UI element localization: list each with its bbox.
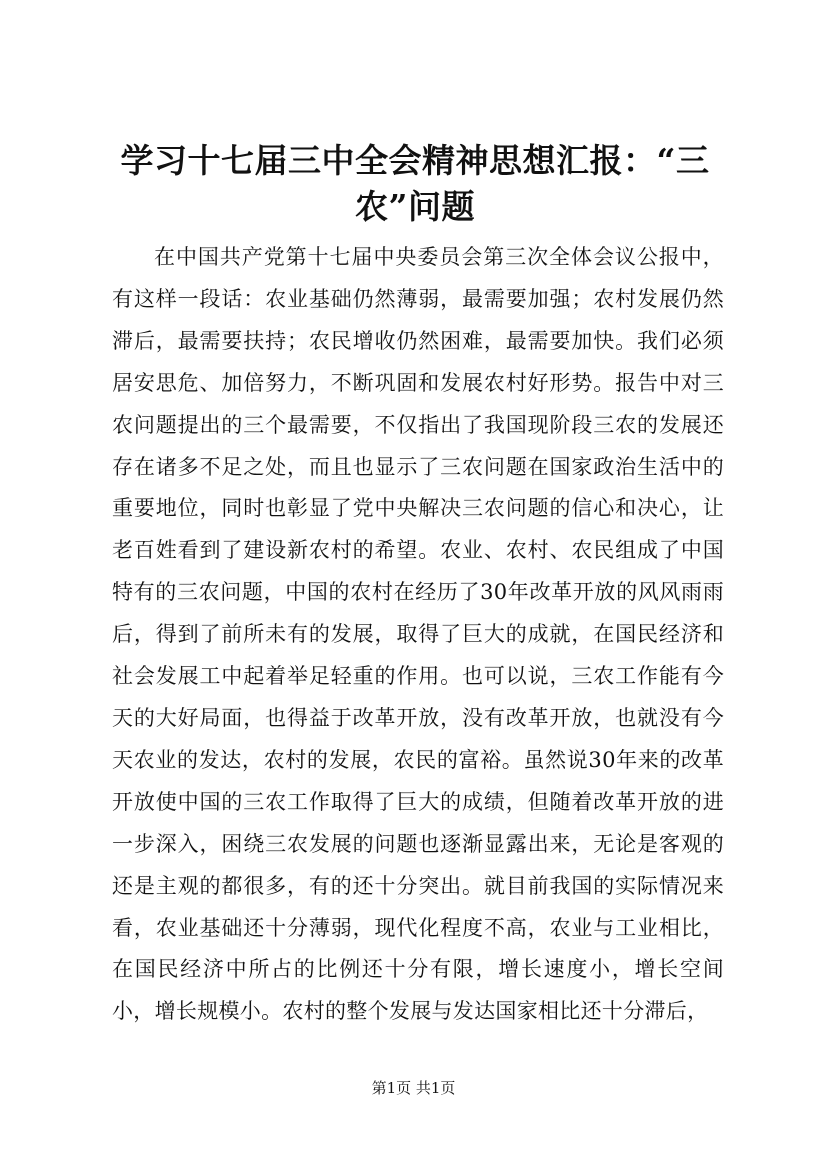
body-paragraph: 在中国共产党第十七届中央委员会第三次全体会议公报中，有这样一段话：农业基础仍然薄弱，最需要加强；农村发展仍然滞后，最需要扶持；农民增收仍然困难，最需要加快。我们必须居安思危、加倍努力，不断巩固和发展农村好形势。报告中对三农问题提出的三个最需要，不仅指出了我国现阶段三农的发展还存在诸多不足之处，而且也显示了三农问题在国家政治生活中的重要地位，同时也彰显了党中央解决三农问题的信心和决心，让老百姓看到了建设新农村的希望。农业、农村、农民组成了中国特有的三农问题，中国的农村在经历了30年改革开放的风风雨雨后，得到了前所未有的发展，取得了巨大的成就，在国民经济和社会发展工中起着举足轻重的作用。也可以说，三农工作能有今天的大好局面，也得益于改革开放，没有改革开放，也就没有今天农业的发达，农村的发展，农民的富裕。虽然说30年来的改革开放使中国的三农工作取得了巨大的成绩，但随着改革开放的进一步深入，困绕三农发展的问题也逐渐显露出来，无论是客观的还是主观的都很多，有的还十分突出。就目前我国的实际情况来看，农业基础还十分薄弱，现代化程度不高，农业与工业相比，在国民经济中所占的比例还十分有限，增长速度小，增长空间小，增长规模小。农村的整个发展与发达国家相比还十分滞后， [112, 245, 724, 1024]
document-title: 学习十七届三中全会精神思想汇报：“三农”问题 [120, 141, 710, 226]
page-footer: 第1页 共1页 [371, 1079, 456, 1097]
